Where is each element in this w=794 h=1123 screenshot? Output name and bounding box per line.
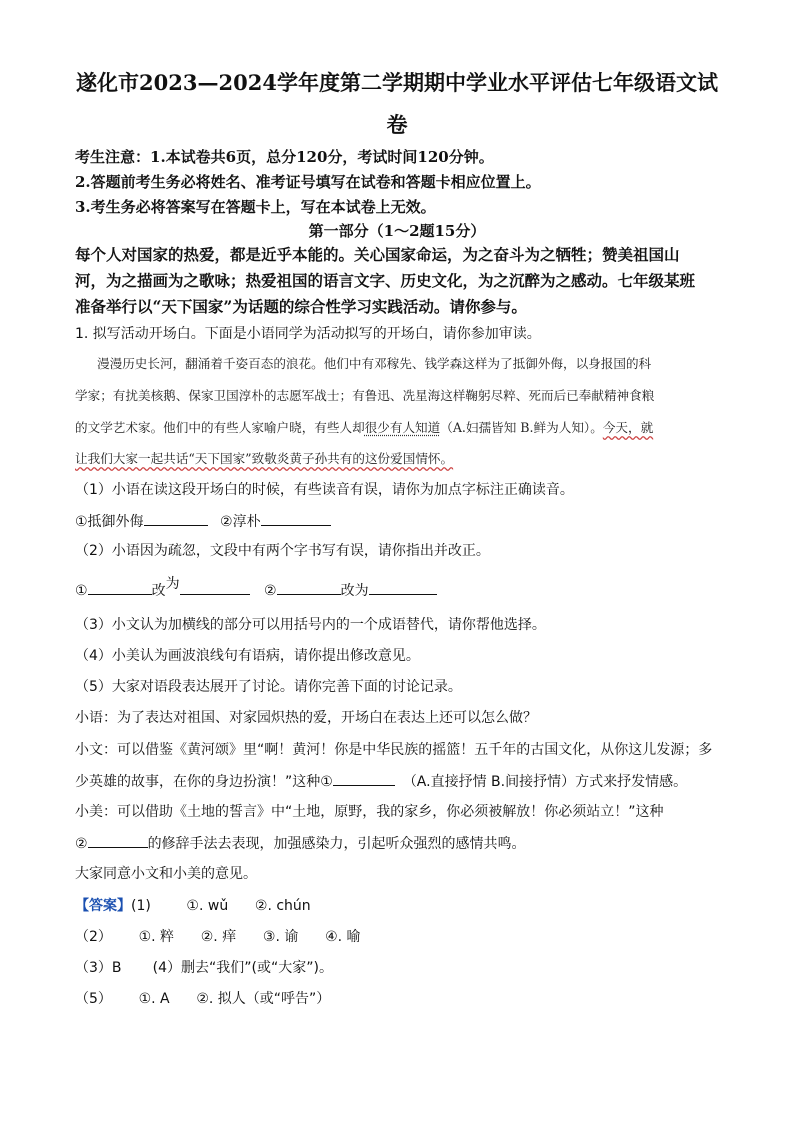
answer-blank-1a[interactable] bbox=[144, 511, 208, 526]
sub-question-4: （4）小美认为画波浪线句有语病，请你提出修改意见。 bbox=[75, 648, 420, 664]
discussion-xiaomei-1: 小美：可以借助《土地的誓言》中“土地，原野，我的家乡，你必须被解放！你必须站立！”这种 bbox=[75, 804, 664, 820]
exam-title-line1: 遂化市2023—2024学年度第二学期期中学业水平评估七年级语文试 bbox=[76, 70, 718, 95]
change-label-2: 改为 bbox=[340, 583, 369, 599]
intro-line-1: 每个人对国家的热爱，都是近乎本能的。关心国家命运，为之奋斗为之牺牲；赞美祖国山 bbox=[75, 245, 680, 264]
item-b-label: ②淳朴 bbox=[220, 514, 261, 530]
answer-row-3: （3）B (4）删去“我们”(或“大家”)。 bbox=[75, 960, 333, 976]
answer-1-text: (1) ①. wǔ ②. chún bbox=[131, 898, 311, 914]
wavy-sentence-start: 今天，就 bbox=[602, 420, 654, 435]
sub-question-2: （2）小语因为疏忽，文段中有两个字书写有误，请你指出并改正。 bbox=[75, 543, 490, 559]
discussion-xiaowen-2 bbox=[75, 771, 687, 792]
discussion-xiaowen-1: 小文：可以借鉴《黄河颂》里“啊！黄河！你是中华民族的摇篮！五千年的古国文化，从你这儿发源；多 bbox=[75, 742, 713, 758]
item-a-label: ①抵御外侮 bbox=[75, 514, 144, 530]
answer-blank-2b[interactable] bbox=[180, 580, 250, 595]
intro-line-2: 河，为之描画为之歌咏；热爱祖国的语言文字、历史文化，为之沉醉为之感动。七年级某班 bbox=[75, 271, 696, 290]
notice-line-2: 2.答题前考生务必将姓名、准考证号填写在试卷和答题卡相应位置上。 bbox=[75, 173, 541, 191]
underlined-phrase: 很少有人知道 bbox=[364, 420, 441, 435]
discussion-xiaomei-2 bbox=[75, 833, 526, 854]
sub-question-5: （5）大家对语段表达展开了讨论。请你完善下面的讨论记录。 bbox=[75, 679, 462, 695]
notice-line-1: 考生注意：1.本试卷共6页，总分120分，考试时间120分钟。 bbox=[75, 148, 494, 166]
passage-line-3-text: 的文学艺术家。他们中的有些人家喻户晓，有些人却 bbox=[75, 420, 365, 435]
answer-blank-5b[interactable] bbox=[88, 833, 148, 848]
xiaomei-text: 的修辞手法去表现，加强感染力，引起听众强烈的感情共鸣。 bbox=[147, 836, 526, 852]
answer-blank-2d[interactable] bbox=[369, 580, 437, 595]
change-label: 改 bbox=[151, 583, 166, 599]
xiaowen-options: （A.直接抒情 B.间接抒情）方式来抒发情感。 bbox=[402, 774, 688, 790]
passage-line-2: 学家；有扰美核鹅、保家卫国淳朴的志愿军战士；有鲁迅、冼星海这样鞠躬尽粹、死而后已奉献精神食粮 bbox=[75, 388, 655, 403]
answer-blank-5a[interactable] bbox=[333, 771, 395, 786]
item-b-label: ② bbox=[264, 583, 277, 599]
intro-line-3: 准备举行以“天下国家”为话题的综合性学习实践活动。请你参与。 bbox=[75, 297, 527, 316]
answer-row-1 bbox=[75, 896, 311, 916]
discussion-agree: 大家同意小文和小美的意见。 bbox=[75, 866, 257, 882]
discussion-xiaoyu: 小语：为了表达对祖国、对家园炽热的爱，开场白在表达上还可以怎么做？ bbox=[75, 710, 537, 726]
passage-line-4-wavy: 让我们大家一起共话“天下国家”致敬炎黄子孙共有的这份爱国情怀。 bbox=[75, 451, 454, 466]
xiaowen-text: 少英雄的故事，在你的身边扮演！”这种① bbox=[75, 774, 333, 790]
exam-title-line2: 卷 bbox=[386, 112, 408, 137]
sub-question-3: （3）小文认为加横线的部分可以用括号内的一个成语替代，请你帮他选择。 bbox=[75, 617, 546, 633]
passage-line-3 bbox=[75, 418, 653, 438]
xiaomei-marker: ② bbox=[75, 836, 88, 852]
for-label: 为 bbox=[165, 576, 180, 592]
answer-blank-2c[interactable] bbox=[277, 580, 341, 595]
sub-question-1: （1）小语在读这段开场白的时候，有些读音有误，请你为加点字标注正确读音。 bbox=[75, 482, 574, 498]
sub-question-2-items bbox=[75, 576, 437, 601]
sub-question-1-items bbox=[75, 511, 331, 532]
answer-label: 【答案】 bbox=[75, 898, 131, 914]
part-heading: 第一部分（1～2题15分） bbox=[308, 222, 486, 240]
notice-line-3: 3.考生务必将答案写在答题卡上，写在本试卷上无效。 bbox=[75, 198, 436, 216]
answer-row-2: （2） ①. 粹 ②. 痒 ③. 谕 ④. 喻 bbox=[75, 929, 361, 945]
answer-blank-1b[interactable] bbox=[261, 511, 331, 526]
idiom-options: （A.妇孺皆知 B.鲜为人知）。 bbox=[440, 420, 603, 435]
answer-blank-2a[interactable] bbox=[88, 580, 152, 595]
item-a-label: ① bbox=[75, 583, 88, 599]
passage-line-1: 漫漫历史长河，翻涌着千姿百态的浪花。他们中有邓稼先、钱学森这样为了抵御外侮，以身报国的科 bbox=[97, 356, 652, 371]
question-1-stem: 1. 拟写活动开场白。下面是小语同学为活动拟写的开场白，请你参加审读。 bbox=[75, 326, 541, 342]
answer-row-4: （5） ①. A ②. 拟人（或“呼告”） bbox=[75, 991, 331, 1007]
